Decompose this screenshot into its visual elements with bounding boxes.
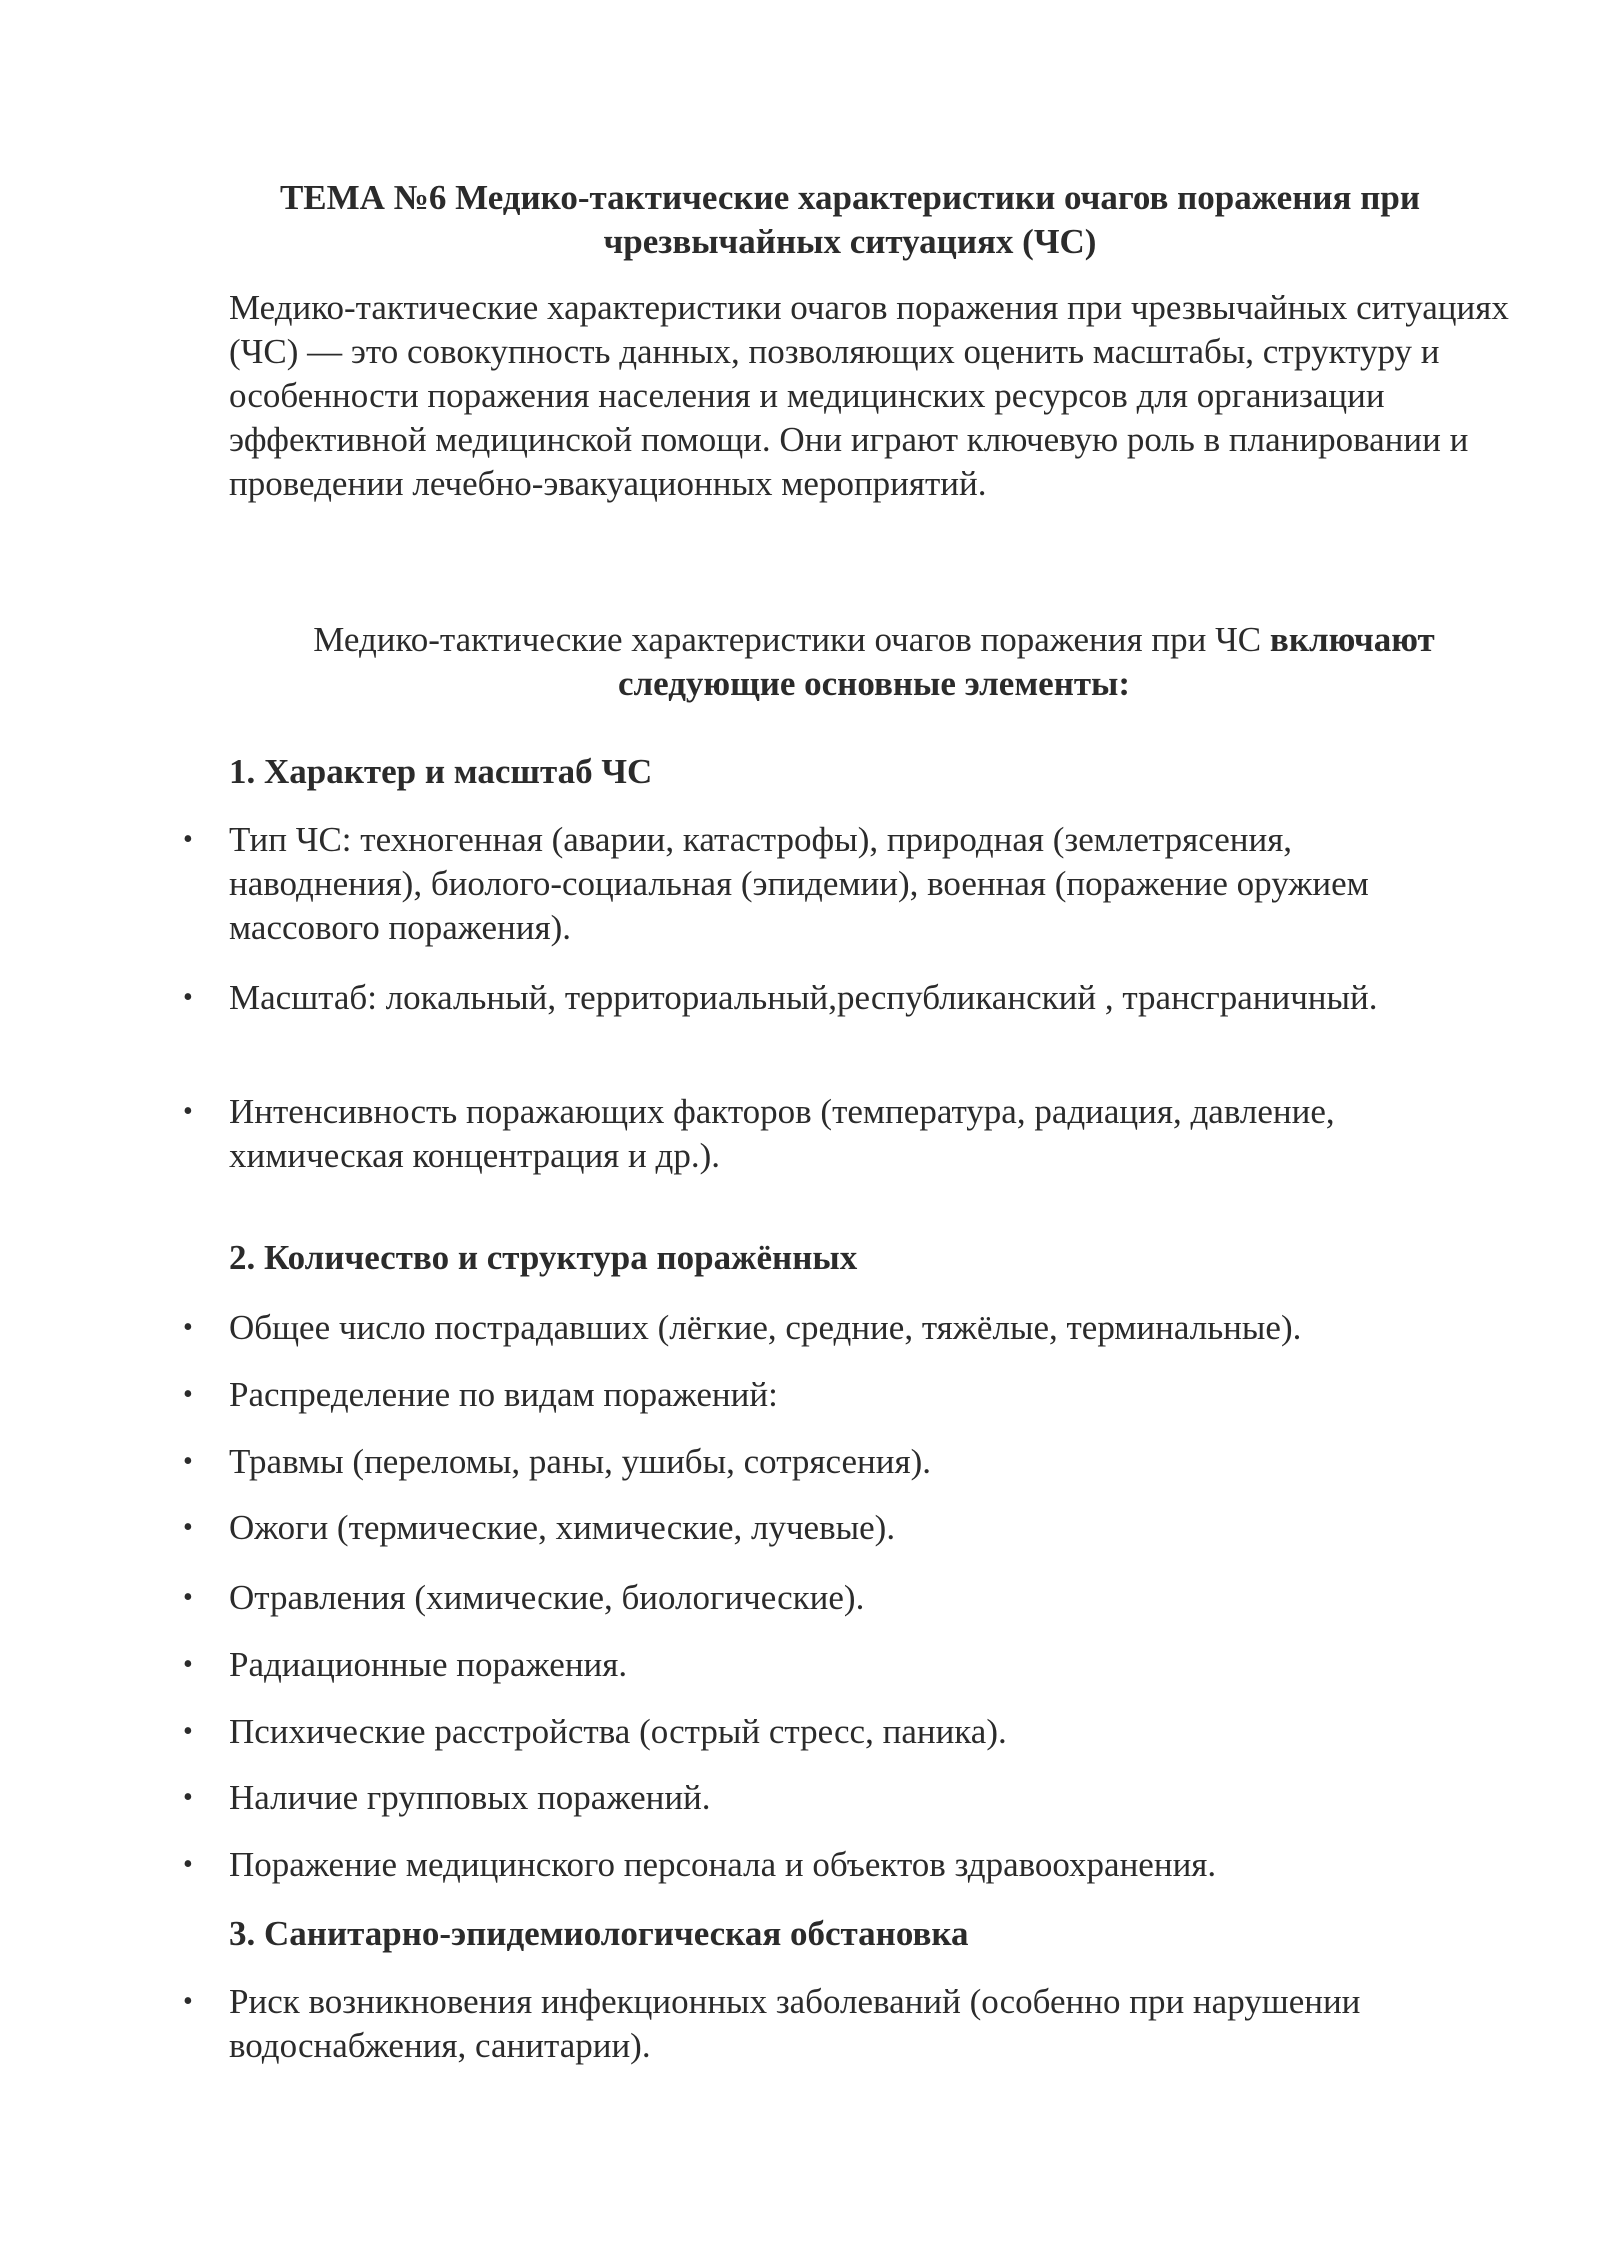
intro-paragraph: Медико-тактические характеристики очагов поражения при чрезвычайных ситуациях (ЧС) — это совокупность данных, позволяющих оценить масштабы, структуру и особенности поражения населения и медицинских ресурсов для организации эффективной медицинской помощи. Они играют ключевую роль в планировании и проведении лечебно-эвакуационных мероприятий. [229, 288, 1509, 503]
list-item: • Общее число пострадавших (лёгкие, средние, тяжёлые, терминальные). [229, 1306, 1479, 1350]
list-item: • Наличие групповых поражений. [229, 1776, 1479, 1820]
section-heading-sanitary: 3. Санитарно-эпидемиологическая обстановка [229, 1914, 969, 1953]
list-item: • Масштаб: локальный, территориальный,республиканский , трансграничный. [229, 976, 1479, 1020]
section-heading-nature-scale: 1. Характер и масштаб ЧС [229, 752, 653, 791]
list-item: • Отравления (химические, биологические). [229, 1576, 1479, 1620]
document-title: ТЕМА №6 Медико-тактические характеристики очагов поражения при чрезвычайных ситуациях (ЧС) [279, 178, 1421, 261]
list-item: • Психические расстройства (острый стресс, паника). [229, 1710, 1479, 1754]
section-heading-casualties: 2. Количество и структура поражённых [229, 1238, 858, 1277]
list-item: • Радиационные поражения. [229, 1643, 1479, 1687]
list-item: • Интенсивность поражающих факторов (температура, радиация, давление, химическая концентрация и др.). [229, 1090, 1479, 1178]
elements-intro [229, 618, 1519, 706]
elements-intro-text: Медико-тактические характеристики очагов поражения при ЧС [313, 620, 1270, 659]
list-item: • Распределение по видам поражений: [229, 1373, 1479, 1417]
list-item: • Ожоги (термические, химические, лучевые). [229, 1506, 1479, 1550]
elements-intro-bold: включают следующие основные элементы: [617, 620, 1435, 703]
list-item: • Поражение медицинского персонала и объектов здравоохранения. [229, 1843, 1479, 1887]
list-item: • Риск возникновения инфекционных заболеваний (особенно при нарушении водоснабжения, санитарии). [229, 1980, 1479, 2068]
list-item: • Тип ЧС: техногенная (аварии, катастрофы), природная (землетрясения, наводнения), биолого-социальная (эпидемии), военная (поражение оружием массового поражения). [229, 818, 1479, 950]
list-item: • Травмы (переломы, раны, ушибы, сотрясения). [229, 1440, 1479, 1484]
